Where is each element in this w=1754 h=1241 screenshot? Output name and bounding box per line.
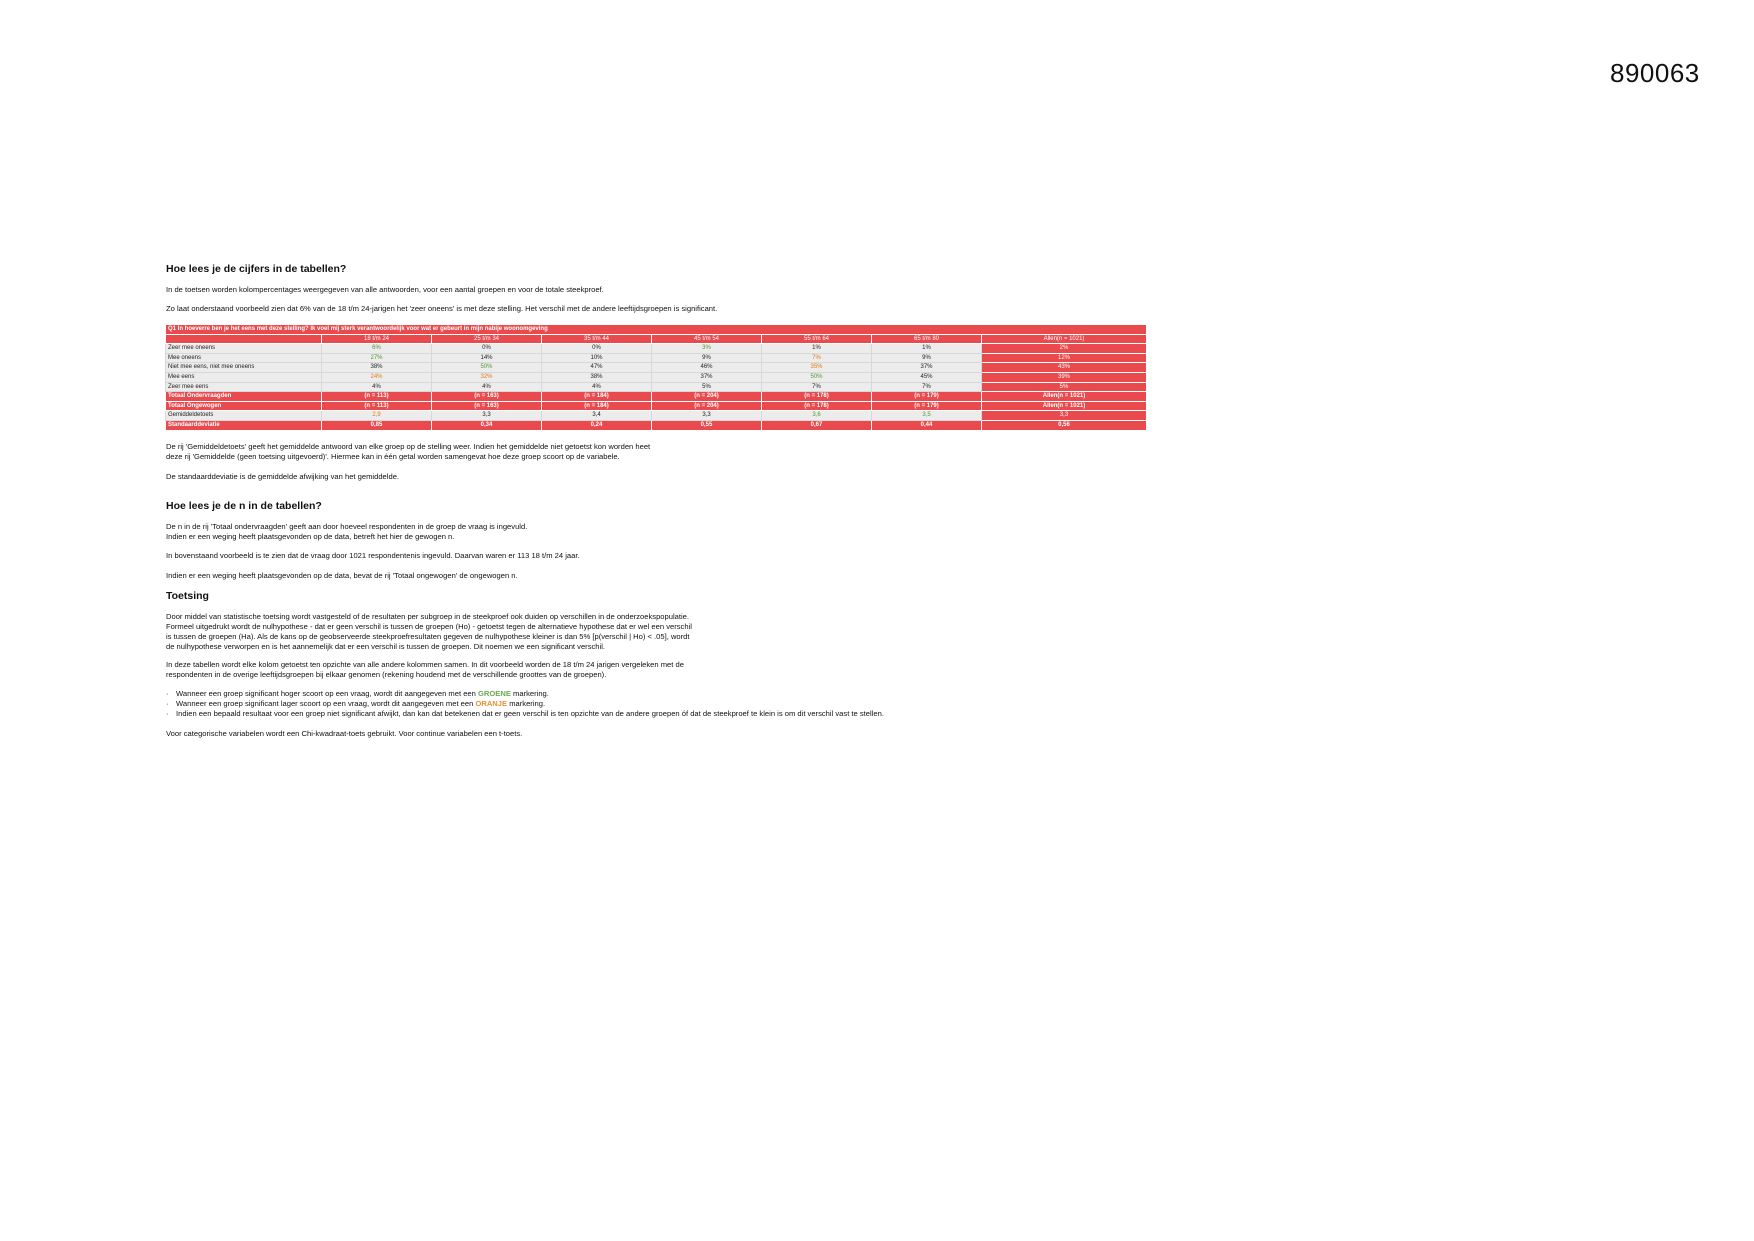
table-cell: (n = 184) xyxy=(542,392,652,402)
list-item: · Wanneer een groep significant hoger scoort op een vraag, wordt dit aangegeven met een GROENE markering. xyxy=(166,689,884,699)
table-row xyxy=(166,344,1147,354)
table-row xyxy=(166,363,1147,373)
table-cell: (n = 178) xyxy=(762,392,872,402)
row-label: Standaarddeviatie xyxy=(166,420,322,430)
table-cell: Allen(n = 1021) xyxy=(982,392,1147,402)
column-header: 55 t/m 64 xyxy=(762,334,872,344)
row-label: Totaal Ondervraagden xyxy=(166,392,322,402)
table-cell: 4% xyxy=(432,382,542,392)
sd-explanation: De standaarddeviatie is de gemiddelde afwijking van het gemiddelde. xyxy=(166,472,400,481)
table-cell: (n = 113) xyxy=(322,392,432,402)
table-cell: (n = 179) xyxy=(872,392,982,402)
table-cell: 0,67 xyxy=(762,420,872,430)
table-cell: 27% xyxy=(322,353,432,363)
sd-row xyxy=(166,420,1147,430)
table-cell: 46% xyxy=(652,363,762,373)
table-cell: 3,3 xyxy=(432,411,542,421)
row-label: Zeer mee eens xyxy=(166,382,322,392)
table-cell: (n = 163) xyxy=(432,401,542,411)
table-cell: 47% xyxy=(542,363,652,373)
totals-row xyxy=(166,392,1147,402)
table-cell: 2,9 xyxy=(322,411,432,421)
table-cell: 10% xyxy=(542,353,652,363)
column-header: 35 t/m 44 xyxy=(542,334,652,344)
table-cell: 1% xyxy=(762,344,872,354)
table-row xyxy=(166,382,1147,392)
table-cell: 38% xyxy=(542,372,652,382)
table-cell: 0,24 xyxy=(542,420,652,430)
list-item: · Wanneer een groep significant lager scoort op een vraag, wordt dit aangegeven met een ORANJE markering. xyxy=(166,699,884,709)
table-cell: 43% xyxy=(982,363,1147,373)
table-cell: Allen(n = 1021) xyxy=(982,401,1147,411)
toetsing-columns: In deze tabellen wordt elke kolom getoetst ten opzichte van alle andere kolommen samen. In dit voorbeeld worden de 18 t/m 24 jarigen vergeleken met de respondenten in de overige leeftijdsgroepen bij elkaar genomen (rekening houdend met de verschillende groottes van de groepen). xyxy=(166,660,684,679)
table-cell: 5% xyxy=(652,382,762,392)
table-cell: 4% xyxy=(322,382,432,392)
table-cell: 0% xyxy=(432,344,542,354)
table-cell: (n = 184) xyxy=(542,401,652,411)
row-label: Niet mee eens, niet mee oneens xyxy=(166,363,322,373)
row-label: Mee eens xyxy=(166,372,322,382)
table-title-row xyxy=(166,325,1147,335)
table-cell: 9% xyxy=(652,353,762,363)
table-cell: 24% xyxy=(322,372,432,382)
table-cell: (n = 204) xyxy=(652,392,762,402)
mean-row xyxy=(166,411,1147,421)
table-cell: 7% xyxy=(872,382,982,392)
table-cell: 0,56 xyxy=(982,420,1147,430)
table-cell: 3,3 xyxy=(652,411,762,421)
heading-n: Hoe lees je de n in de tabellen? xyxy=(166,500,322,512)
n-unweighted: Indien er een weging heeft plaatsgevonden op de data, bevat de rij 'Totaal ongewogen' de ongewogen n. xyxy=(166,571,518,580)
table-cell: 32% xyxy=(432,372,542,382)
table-cell: 1% xyxy=(872,344,982,354)
table-header-row xyxy=(166,334,1147,344)
document-number: 890063 xyxy=(1610,58,1700,88)
n-example: In bovenstaand voorbeeld is te zien dat de vraag door 1021 respondentenis ingevuld. Daarvan waren er 113 18 t/m 24 jaar. xyxy=(166,551,580,560)
table-cell: (n = 178) xyxy=(762,401,872,411)
table-cell: 0,44 xyxy=(872,420,982,430)
table-cell: 35% xyxy=(762,363,872,373)
mean-explanation: De rij 'Gemiddeldetoets' geeft het gemiddelde antwoord van elke groep op de stelling weer. Indien het gemiddelde niet getoetst kon worden heet deze rij 'Gemiddelde (geen toetsing uitgevoerd)'. Hiermee kan in één getal worden samengevat hoe deze groep scoort op de variabele. xyxy=(166,442,651,461)
column-header: 45 t/m 54 xyxy=(652,334,762,344)
table-cell: 2% xyxy=(982,344,1147,354)
table-title: Q1 In hoeverre ben je het eens met deze stelling? Ik voel mij sterk verantwoordelijk voor wat er gebeurt in mijn nabije woonomgeving xyxy=(166,325,1147,335)
table-cell: 5% xyxy=(982,382,1147,392)
row-label: Gemiddeldetoets xyxy=(166,411,322,421)
row-label: Totaal Ongewogen xyxy=(166,401,322,411)
row-label: Mee oneens xyxy=(166,353,322,363)
table-cell: 37% xyxy=(652,372,762,382)
example-paragraph: Zo laat onderstaand voorbeeld zien dat 6% van de 18 t/m 24-jarigen het 'zeer oneens' is met deze stelling. Het verschil met de andere leeftijdsgroepen is significant. xyxy=(166,304,718,313)
table-cell: 50% xyxy=(762,372,872,382)
table-cell: 9% xyxy=(872,353,982,363)
table-cell: (n = 113) xyxy=(322,401,432,411)
table-cell: 0,34 xyxy=(432,420,542,430)
column-header: 25 t/m 34 xyxy=(432,334,542,344)
column-header xyxy=(166,334,322,344)
table-cell: 7% xyxy=(762,353,872,363)
table-cell: 50% xyxy=(432,363,542,373)
heading-toetsing: Toetsing xyxy=(166,590,209,602)
toetsing-paragraph: Door middel van statistische toetsing wordt vastgesteld of de resultaten per subgroep in de steekproef ook duiden op verschillen in de onderzoekspopulatie. Formeel uitgedrukt wordt de nulhypothese - dat er geen verschil is tussen de groepen (Ho) - getoetst tegen de alternatieve hypothese dat er wel een verschil is tussen de groepen (Ha). Als de kans op de geobserveerde steekproefresultaten gegeven de nulhypothese kleiner is dan 5% [p(verschil | Ho) < .05], wordt de nulhypothese verworpen en is het aannemelijk dat er een verschil is tussen de groepen. Dit noemen we een significant verschil. xyxy=(166,612,692,651)
table-cell: 3,4 xyxy=(542,411,652,421)
column-header: Allen(n = 1021) xyxy=(982,334,1147,344)
heading-cijfers: Hoe lees je de cijfers in de tabellen? xyxy=(166,263,347,275)
column-header: 18 t/m 24 xyxy=(322,334,432,344)
n-explanation: De n in de rij 'Totaal ondervraagden' geeft aan door hoeveel respondenten in de groep de vraag is ingevuld. Indien er een weging heeft plaatsgevonden op de data, betreft het hier de gewogen n. xyxy=(166,522,528,541)
column-header: 65 t/m 80 xyxy=(872,334,982,344)
table-cell: 0,85 xyxy=(322,420,432,430)
table-cell: 0% xyxy=(542,344,652,354)
test-types: Voor categorische variabelen wordt een Chi-kwadraat-toets gebruikt. Voor continue variabelen een t-toets. xyxy=(166,729,523,738)
table-cell: 38% xyxy=(322,363,432,373)
table-cell: 3,6 xyxy=(762,411,872,421)
table-cell: 4% xyxy=(542,382,652,392)
table-cell: 14% xyxy=(432,353,542,363)
marking-list xyxy=(166,689,884,719)
example-table xyxy=(165,324,1147,431)
table-cell: 3,5 xyxy=(872,411,982,421)
table-cell: 0,55 xyxy=(652,420,762,430)
table-cell: (n = 163) xyxy=(432,392,542,402)
intro-paragraph: In de toetsen worden kolompercentages weergegeven van alle antwoorden, voor een aantal groepen en voor de totale steekproef. xyxy=(166,285,604,294)
table-cell: 45% xyxy=(872,372,982,382)
table-cell: 39% xyxy=(982,372,1147,382)
table-row xyxy=(166,372,1147,382)
table-cell: 37% xyxy=(872,363,982,373)
table-cell: (n = 179) xyxy=(872,401,982,411)
totals-row xyxy=(166,401,1147,411)
table-cell: 12% xyxy=(982,353,1147,363)
row-label: Zeer mee oneens xyxy=(166,344,322,354)
table-cell: 3% xyxy=(652,344,762,354)
table-cell: (n = 204) xyxy=(652,401,762,411)
table-cell: 6% xyxy=(322,344,432,354)
table-row xyxy=(166,353,1147,363)
table-cell: 3,3 xyxy=(982,411,1147,421)
list-item: · Indien een bepaald resultaat voor een groep niet significant afwijkt, dan kan dat betekenen dat er geen verschil is ten opzichte van de andere groepen óf dat de steekproef te klein is om dit verschil vast te stellen. xyxy=(166,709,884,719)
table-cell: 7% xyxy=(762,382,872,392)
